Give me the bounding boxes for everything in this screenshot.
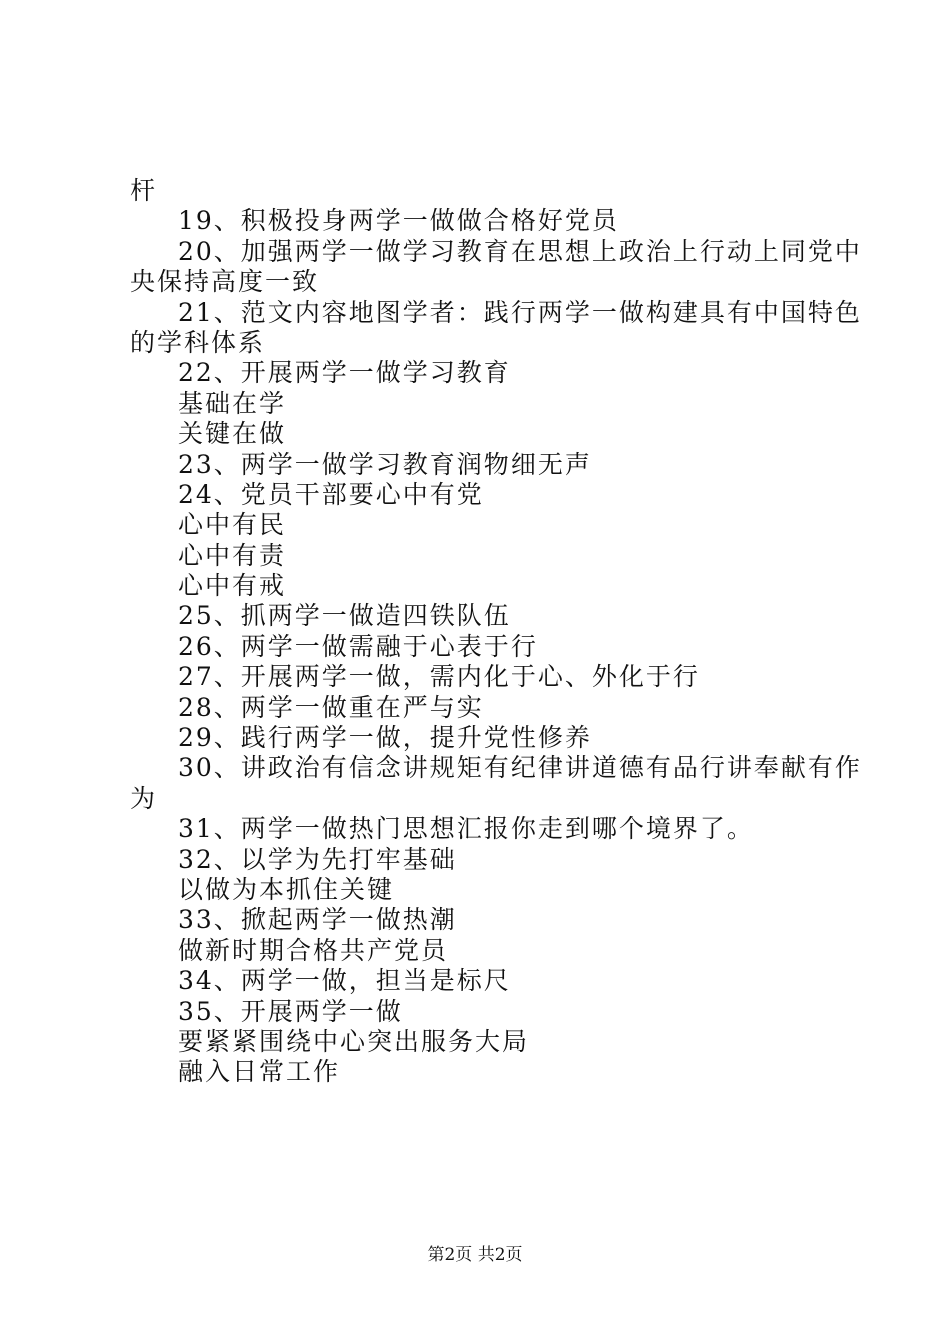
text-line: 24、党员干部要心中有党 <box>178 479 484 509</box>
text-line: 33、掀起两学一做热潮 <box>178 905 457 935</box>
text-line: 26、两学一做需融于心表于行 <box>178 631 538 661</box>
text-line: 的学科体系 <box>130 327 266 357</box>
text-line: 34、两学一做，担当是标尺 <box>178 966 511 996</box>
text-line: 以做为本抓住关键 <box>178 874 395 904</box>
text-line: 融入日常工作 <box>178 1057 341 1087</box>
text-line: 25、抓两学一做造四铁队伍 <box>178 601 511 631</box>
text-line: 28、两学一做重在严与实 <box>178 692 484 722</box>
text-line: 心中有民 <box>178 510 287 540</box>
text-line: 心中有戒 <box>178 571 287 601</box>
text-line: 21、范文内容地图学者：践行两学一做构建具有中国特色 <box>178 297 862 327</box>
text-line: 心中有责 <box>178 540 287 570</box>
text-line: 35、开展两学一做 <box>178 996 403 1026</box>
text-line: 22、开展两学一做学习教育 <box>178 358 511 388</box>
text-line: 27、开展两学一做，需内化于心、外化于行 <box>178 662 700 692</box>
text-line: 为 <box>130 783 158 813</box>
text-line: 央保持高度一致 <box>130 267 320 297</box>
text-line: 29、践行两学一做，提升党性修养 <box>178 723 592 753</box>
text-line: 关键在做 <box>178 419 287 449</box>
text-line: 杆 <box>130 176 158 205</box>
text-line: 做新时期合格共产党员 <box>178 935 449 965</box>
text-line: 30、讲政治有信念讲规矩有纪律讲道德有品行讲奉献有作 <box>178 753 862 783</box>
page-footer: 第2页 共2页 <box>427 1245 523 1265</box>
document-body <box>130 176 862 1088</box>
text-line: 23、两学一做学习教育润物细无声 <box>178 449 592 479</box>
text-line: 31、两学一做热门思想汇报你走到哪个境界了。 <box>178 814 754 844</box>
text-line: 要紧紧围绕中心突出服务大局 <box>178 1026 530 1056</box>
text-line: 20、加强两学一做学习教育在思想上政治上行动上同党中 <box>178 236 862 266</box>
text-line: 基础在学 <box>178 388 287 418</box>
text-line: 32、以学为先打牢基础 <box>178 844 457 874</box>
text-line: 19、积极投身两学一做做合格好党员 <box>178 206 619 236</box>
